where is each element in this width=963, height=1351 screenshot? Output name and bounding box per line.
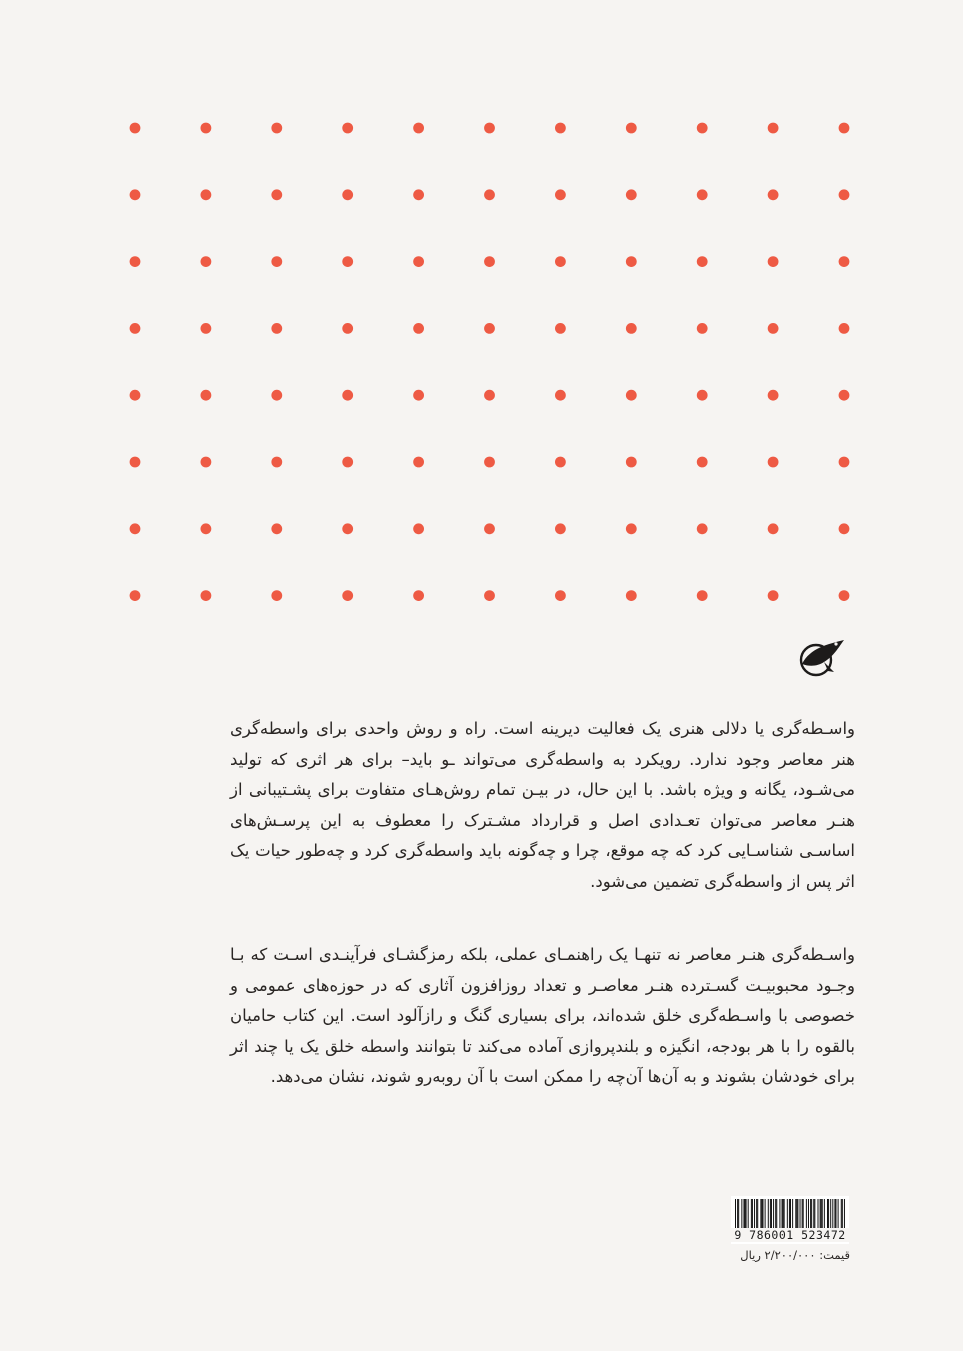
grid-dot [342, 390, 353, 401]
grid-dot [271, 123, 282, 134]
grid-dot [626, 590, 637, 601]
grid-dot [130, 256, 141, 267]
grid-dot [271, 189, 282, 200]
grid-dot [342, 457, 353, 468]
dot-grid [116, 108, 876, 618]
grid-dot [768, 457, 779, 468]
grid-dot [130, 189, 141, 200]
grid-dot [342, 323, 353, 334]
grid-dot [342, 189, 353, 200]
grid-dot [839, 390, 850, 401]
grid-dot [697, 189, 708, 200]
grid-dot [626, 323, 637, 334]
grid-dot [484, 323, 495, 334]
grid-dot [271, 323, 282, 334]
grid-dot [484, 256, 495, 267]
grid-dot [413, 256, 424, 267]
grid-dot [555, 256, 566, 267]
grid-dot [697, 323, 708, 334]
grid-dot [342, 256, 353, 267]
description-paragraph-2: واسـطه‌گری هنـر معاصر نه تنهـا یک راهنمـای عملی، بلکه رمزگشـای فرآینـدی اسـت که بـا وجـود محبوبیـت گسـترده هنـر معاصـر و تعداد روزافزون آثاری که در حوزه‌های عمومی و خصوصی با واسـطه‌گری خلق شده‌اند، برای بسیاری گنگ و رازآلود است. این کتاب حامیان بالقوه را با هر بودجه، انگیزه و بلندپروازی آماده می‌کند تا بتوانند واسطه خلق یک یا چند اثر برای خودشان بشوند و به آن‌ها آن‌چه را ممکن است با آن روبه‌رو شوند، نشان می‌دهد. [230, 945, 855, 1086]
grid-dot [201, 189, 212, 200]
grid-dot [839, 590, 850, 601]
grid-dot [201, 123, 212, 134]
grid-dot [413, 123, 424, 134]
grid-dot [555, 123, 566, 134]
grid-dot [768, 323, 779, 334]
grid-dot [201, 590, 212, 601]
grid-dot [768, 523, 779, 534]
grid-dot [271, 457, 282, 468]
grid-dot [626, 523, 637, 534]
grid-dot [271, 590, 282, 601]
isbn-digits: 9 786001 523472 [731, 1228, 849, 1242]
grid-dot [626, 390, 637, 401]
bird-in-circle-icon [794, 634, 854, 682]
grid-dot [130, 390, 141, 401]
grid-dot [839, 457, 850, 468]
grid-dot [768, 590, 779, 601]
grid-dot [484, 189, 495, 200]
grid-dot [484, 523, 495, 534]
grid-dot [768, 189, 779, 200]
grid-dot [413, 590, 424, 601]
grid-dot [555, 323, 566, 334]
grid-dot [839, 523, 850, 534]
grid-dot [201, 523, 212, 534]
grid-dot [697, 390, 708, 401]
description-paragraph-1: واسـطه‌گری یا دلالی هنری یک فعالیت دیرینه است. راه و روش واحدی برای واسطه‌گری هنر معاصر وجود ندارد. رویکرد به واسطه‌گری می‌تواند ـو باید– برای هر اثری که تولید می‌شـود، یگانه و ویژه باشد. با این حال، در بیـن تمام روش‌هـای متفاوت برای پشـتیبانی از هنـر معاصر می‌توان تعـدادی اصل و قرارداد مشـترک را معطوف به این پرسـش‌های اساسـی شناسـایی کرد که چه موقع، چرا و چه‌گونه باید واسطه‌گری کرد و چه‌طور حیات یک اثر پس از واسطه‌گری تضمین می‌شود. [230, 719, 855, 891]
grid-dot [413, 323, 424, 334]
grid-dot [839, 189, 850, 200]
grid-dot [130, 590, 141, 601]
grid-dot [768, 256, 779, 267]
grid-dot [626, 457, 637, 468]
grid-dot [697, 590, 708, 601]
grid-dot [201, 457, 212, 468]
grid-dot [342, 523, 353, 534]
grid-dot [626, 256, 637, 267]
grid-dot [201, 323, 212, 334]
grid-dot [271, 256, 282, 267]
grid-dot [626, 123, 637, 134]
grid-dot [413, 523, 424, 534]
grid-dot [484, 457, 495, 468]
grid-dot [555, 590, 566, 601]
grid-dot [697, 457, 708, 468]
grid-dot [130, 323, 141, 334]
grid-dot [555, 523, 566, 534]
grid-dot [697, 523, 708, 534]
grid-dot [839, 256, 850, 267]
grid-dot [555, 457, 566, 468]
grid-dot [342, 590, 353, 601]
grid-dot [555, 390, 566, 401]
grid-dot [413, 390, 424, 401]
grid-dot [768, 123, 779, 134]
grid-dot [413, 189, 424, 200]
grid-dot [697, 256, 708, 267]
grid-dot [484, 390, 495, 401]
grid-dot [130, 123, 141, 134]
grid-dot [271, 390, 282, 401]
grid-dot [130, 523, 141, 534]
grid-dot [130, 457, 141, 468]
grid-dot [555, 189, 566, 200]
price-label: قیمت: ۲/۲۰۰/۰۰۰ ریال [740, 1248, 850, 1262]
grid-dot [271, 523, 282, 534]
grid-dot [201, 390, 212, 401]
grid-dot [768, 390, 779, 401]
grid-dot [839, 323, 850, 334]
grid-dot [413, 457, 424, 468]
grid-dot [201, 256, 212, 267]
grid-dot [626, 189, 637, 200]
grid-dot [484, 123, 495, 134]
grid-dot [839, 123, 850, 134]
grid-dot [484, 590, 495, 601]
grid-dot [697, 123, 708, 134]
grid-dot [342, 123, 353, 134]
